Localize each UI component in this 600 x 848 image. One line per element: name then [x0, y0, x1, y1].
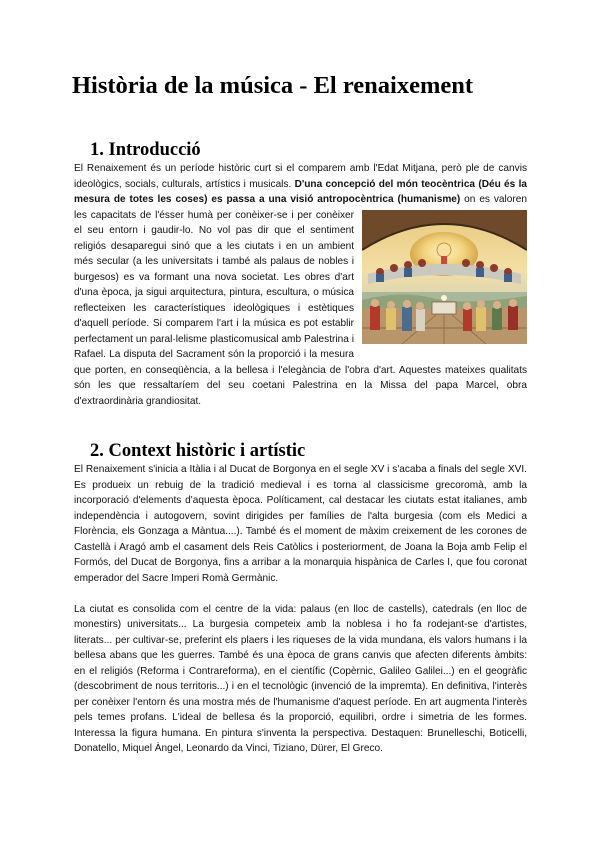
section-context-body — [74, 462, 527, 757]
intro-bold-statement: D'una concepció del món teocèntrica (Déu és la mesura de totes les coses) es passa a una visió antropocèntrica (humanisme) — [74, 178, 527, 205]
section-introduccio-body — [74, 161, 527, 409]
context-paragraph-1: El Renaixement s'inicia a Itàlia i al Ducat de Borgonya en el segle XV i s'acaba a finals del segle XVI. Es produeix un rebuig de la tradició medieval i es torna al classicisme grecoromà, amb la incorporació d'elements d'aquesta època. Políticament, cal destacar les ciutats estat italianes, amb independència i autogovern, sovint dirigides per famílies de l'alta burgesia (com els Medici a Florència, els Gonzaga a Màntua....). També és el moment de màxim creixement de les corones de Castellà i Aragó amb el casament dels Reis Catòlics i posteriorment, de Joana la Boja amb Felip el Formós, del Ducat de Borgonya, fins a arribar a la monarquia hispànica de Carles I, que fou coronat emperador del Sacre Imperi Romà Germànic. — [74, 464, 527, 584]
section-heading-introduccio: 1. Introducció — [90, 140, 201, 160]
intro-text-before: El Renaixement és un període històric curt si el comparem amb l'Edat Mitjana, però ple de canvis ideològics, socials, culturals, artístics i musicals. — [74, 163, 527, 190]
painting-image — [362, 210, 527, 344]
intro-text-after: on es valoren les capacitats de l'ésser humà per conèixer-se i per conèixer el seu entorn i gaudir-lo. No vol pas dir que el sentiment religiós desaparegui sinó que a les ciutats i en un ambient més secular (a les universitats i també als palaus de nobles i burgesos) es va formant una nova societat. Les obres d'art d'una època, ja sigui arquitectura, pintura, escultura, o música reflecteixen les característiques ideològiques i estètiques d'aquell període. Si comparem l'art i la música es pot establir perfectament un paral·lelisme plasticomusical amb Palestrina i Rafael. La disputa del Sacrament són la proporció i la mesura que porten, en conseqüència, a la bellesa i l'elegància de l'obra d'art. Aquestes mateixes qualitats són les que ressaltaríem del seu coetani Palestrina en la Missa del papa Marcel, obra d'extraordinària grandiositat. — [74, 194, 527, 407]
context-paragraph-2: La ciutat es consolida com el centre de la vida: palaus (en lloc de castells), catedrals (en lloc de monestirs) universitats... La burgesia competeix amb la noblesa i ho fa rodejant-se d'artistes, literats... per cultivar-se, preferint els plaers i les riqueses de la vida mundana, els valors humans i la bellesa abans que les guerres. També és una època de grans canvis que afecten diferents àmbits: en el religiós (Reforma i Contrareforma), en el científic (Copèrnic, Galileo Galilei...) en el geogràfic (descobriment de nous territoris...) i en el tecnològic (invenció de la impremta). En definitiva, l'interès per conèixer l'entorn és una mostra més de l'humanisme d'aquest període. En art augmenta l'interès pels temes profans. L'ideal de bellesa és la proporció, equilibri, ordre i simetria de les formes. Interessa la figura humana. En pintura s'inventa la perspectiva. Destaquen: Brunelleschi, Boticelli, Donatello, Miquel Àngel, Leonardo da Vinci, Tiziano, Dürer, El Greco. — [74, 603, 527, 754]
disputa-del-sacramento-illustration — [362, 210, 527, 344]
intro-paragraph — [74, 161, 527, 409]
section-heading-context: 2. Context històric i artístic — [90, 441, 306, 461]
page-title: Història de la música - El renaixement — [72, 72, 474, 99]
